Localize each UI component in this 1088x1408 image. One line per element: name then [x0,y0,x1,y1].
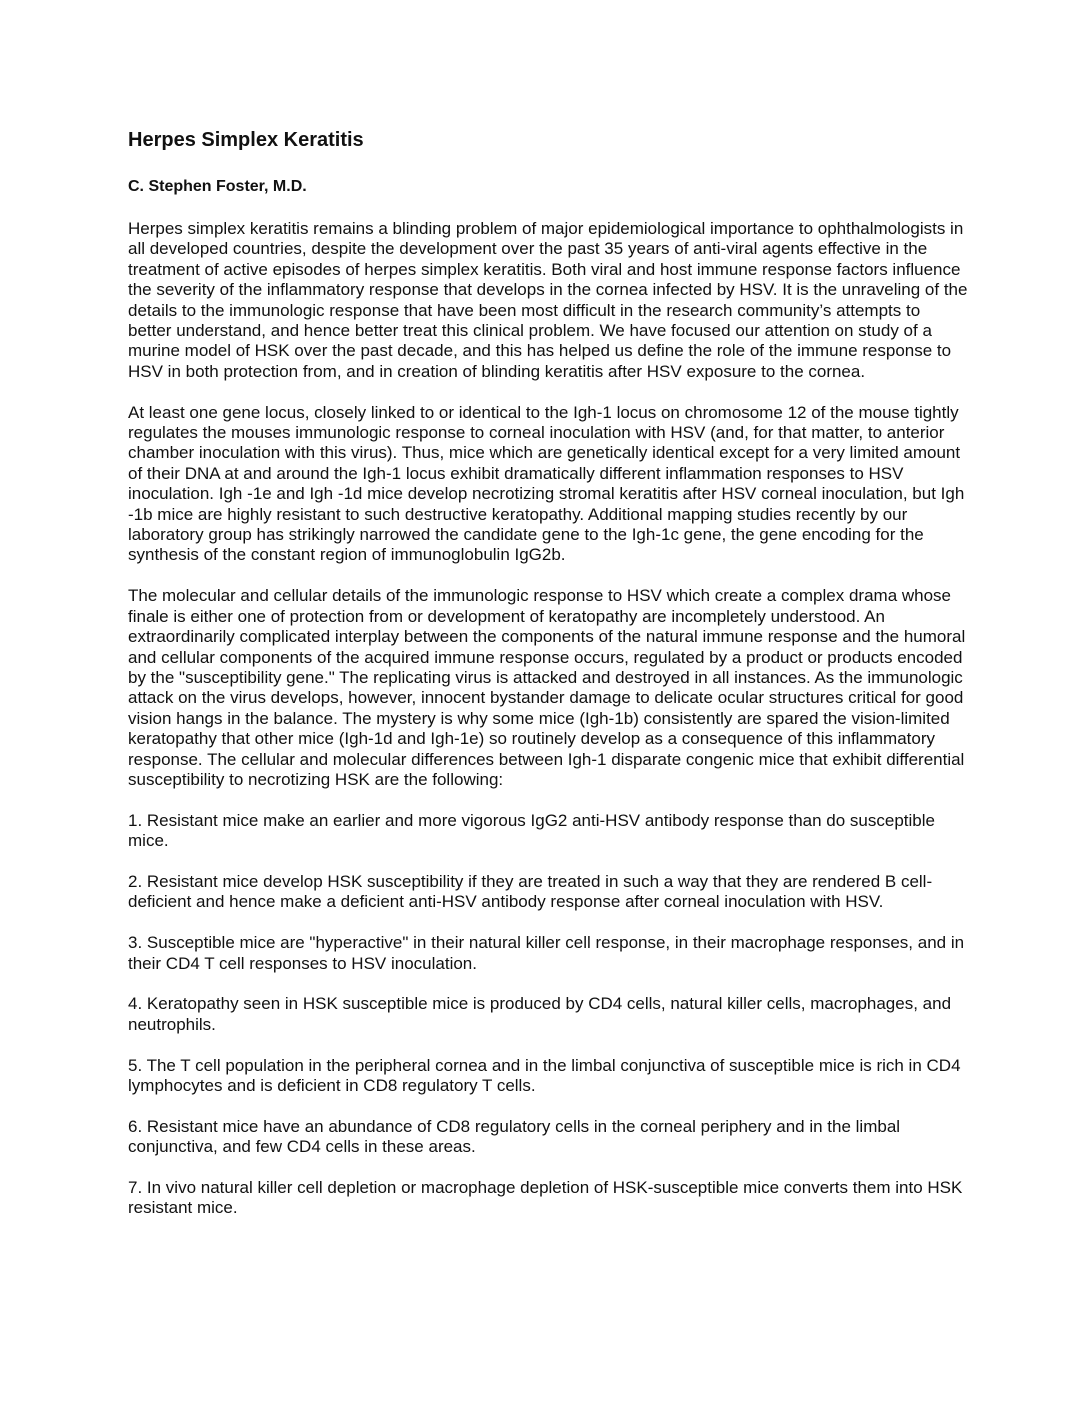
list-item: 4. Keratopathy seen in HSK susceptible mice is produced by CD4 cells, natural killer cells, macrophages, and neutrophils. [128,994,952,1034]
document-page [128,126,968,1219]
author-name: C. Stephen Foster, M.D. [128,178,307,195]
list-item: 6. Resistant mice have an abundance of CD8 regulatory cells in the corneal periphery and in the limbal conjunctiva, and few CD4 cells in these areas. [128,1116,901,1157]
document-title: Herpes Simplex Keratitis [128,129,364,151]
list-item: 1. Resistant mice make an earlier and more vigorous IgG2 anti-HSV antibody response than do susceptible mice. [128,810,935,851]
paragraph-immunologic-details: The molecular and cellular details of the immunologic response to HSV which create a complex drama whose finale is either one of protection from or development of keratopathy are incompletely understood. An extraordinarily complicated interplay between the components of the natural immune response and the humoral and cellular components of the acquired immune response occurs, regulated by a product or products encoded by the "susceptibility gene." The replicating virus is attacked and destroyed in all instances. As the immunologic attack on the virus develops, however, innocent bystander damage to delicate ocular structures critical for good vision hangs in the balance. The mystery is why some mice (Igh-1b) consistently are spared the vision-limited keratopathy that other mice (Igh-1d and Igh-1e) so routinely develop as a consequence of this inflammatory response. The cellular and molecular differences between Igh-1 disparate congenic mice that exhibit differential susceptibility to necrotizing HSK are the following: [128,586,966,789]
paragraph-gene-locus: At least one gene locus, closely linked to or identical to the Igh-1 locus on chromosome 12 of the mouse tightly regulates the mouses immunologic response to corneal inoculation with HSV (and, for that matter, to anterior chamber inoculation with this virus). Thus, mice which are genetically identical except for a very limited amount of their DNA at and around the Igh-1 locus exhibit dramatically different inflammation responses to HSV inoculation. Igh -1e and Igh -1d mice develop necrotizing stromal keratitis after HSV corneal inoculation, but Igh -1b mice are highly resistant to such destructive keratopathy. Additional mapping studies recently by our laboratory group has strikingly narrowed the candidate gene to the Igh-1c gene, the gene encoding for the synthesis of the constant region of immunoglobulin IgG2b. [128,402,965,565]
list-item: 5. The T cell population in the peripheral cornea and in the limbal conjunctiva of susceptible mice is rich in CD4 lymphocytes and is deficient in CD8 regulatory T cells. [128,1055,961,1095]
list-item: 2. Resistant mice develop HSK susceptibility if they are treated in such a way that they are rendered B cell-deficient and hence make a deficient anti-HSV antibody response after corneal inoculation with HSV. [128,871,933,912]
paragraph-intro: Herpes simplex keratitis remains a blinding problem of major epidemiological importance to ophthalmologists in all developed countries, despite the development over the past 35 years of anti-viral agents effective in the treatment of active episodes of herpes simplex keratitis. Both viral and host immune response factors influence the severity of the inflammatory response that develops in the cornea infected by HSV. It is the unraveling of the details to the immunologic response that have been most difficult in the research community’s attempts to better understand, and hence better treat this clinical problem. We have focused our attention on study of a murine model of HSK over the past decade, and this has helped us define the role of the immune response to HSV in both protection from, and in creation of blinding keratitis after HSV exposure to the cornea. [128,219,968,381]
list-item: 3. Susceptible mice are "hyperactive" in their natural killer cell response, in their macrophage responses, and in their CD4 T cell responses to HSV inoculation. [128,933,965,973]
list-item: 7. In vivo natural killer cell depletion or macrophage depletion of HSK-susceptible mice converts them into HSK resistant mice. [128,1177,963,1218]
